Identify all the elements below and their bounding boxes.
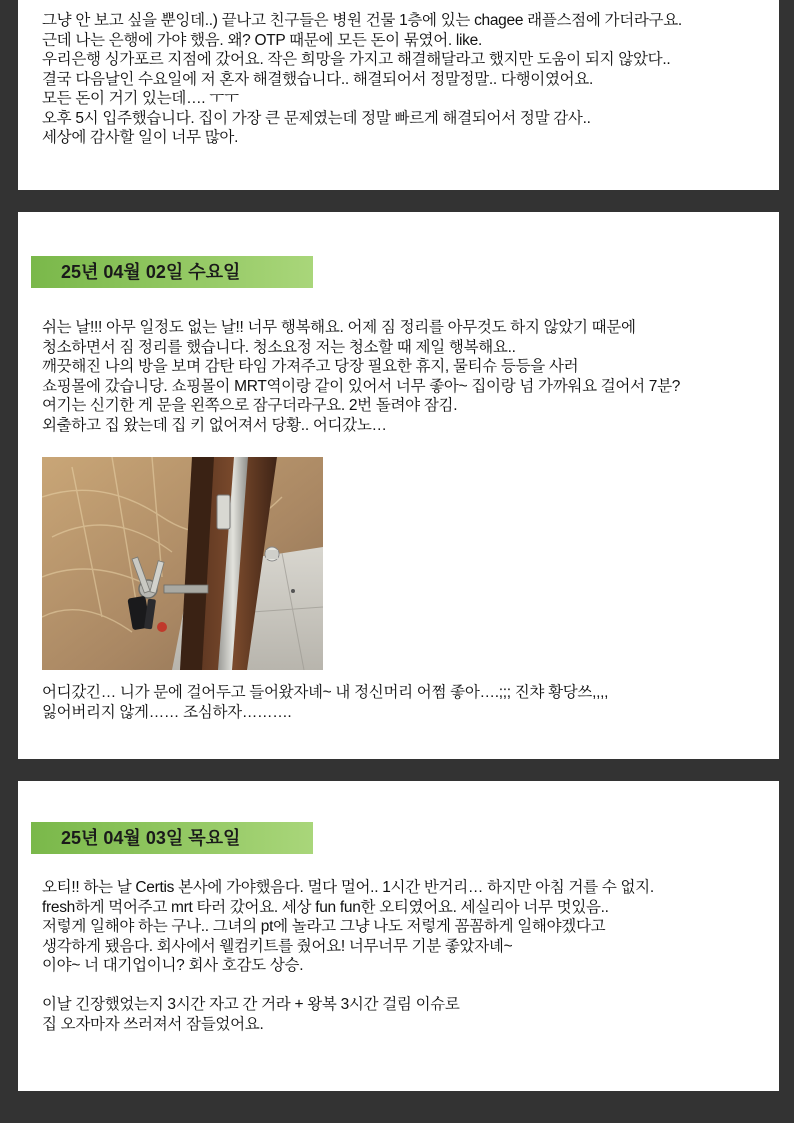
text-line: 외출하고 집 왔는데 집 키 없어져서 당황.. 어디갔노… bbox=[42, 416, 387, 434]
text-line: 그냥 안 보고 싶을 뿐잉데..) 끝나고 친구들은 병원 건물 1층에 있는 chagee 래플스점에 가더라구요. bbox=[42, 12, 682, 29]
text-line: 잃어버리지 않게…… 조심하자………. bbox=[42, 703, 292, 721]
date-heading: 25년 04월 03일 목요일 bbox=[31, 822, 313, 854]
text-line: 쉬는 날!!! 아무 일정도 없는 날!! 너무 행복해요. 어제 짐 정리를 아무것도 하지 않았기 때문에 bbox=[42, 319, 636, 336]
text-line: 세상에 감사할 일이 너무 많아. bbox=[42, 129, 239, 146]
text-line: 쇼핑몰에 갔습니당. 쇼핑몰이 MRT역이랑 같이 있어서 너무 좋아~ 집이랑 넘 가까워요 걸어서 7분? bbox=[42, 377, 681, 395]
text-line: 청소하면서 짐 정리를 했습니다. 청소요정 저는 청소할 때 제일 행복해요.. bbox=[42, 338, 516, 356]
text-line: 깨끗해진 나의 방을 보며 감탄 타임 가져주고 당장 필요한 휴지, 물티슈 등등을 사러 bbox=[42, 358, 579, 375]
text-line: 이야~ 너 대기업이니? 회사 호감도 상승. bbox=[42, 957, 304, 974]
text-line: 모든 돈이 거기 있는데…. ㅜㅜ bbox=[42, 90, 239, 107]
diary-section-2 bbox=[18, 212, 779, 759]
section-2-text bbox=[42, 318, 769, 435]
diary-section-3 bbox=[18, 781, 779, 1091]
date-heading: 25년 04월 02일 수요일 bbox=[31, 256, 313, 288]
section-3-text bbox=[42, 878, 769, 1034]
text-line: 이날 긴장했었는지 3시간 자고 간 거라 + 왕복 3시간 걸림 이슈로 bbox=[42, 996, 460, 1013]
text-line: 여기는 신기한 게 문을 왼쪽으로 잠구더라구요. 2번 돌려야 잠김. bbox=[42, 397, 458, 414]
door-key-photo bbox=[42, 457, 323, 670]
text-line: 집 오자마자 쓰러져서 잠들었어요. bbox=[42, 1015, 264, 1033]
text-line: 오티!! 하는 날 Certis 본사에 가야했음다. 멀다 멀어.. 1시간 반거리… 하지만 아침 거를 수 없지. bbox=[42, 879, 654, 896]
text-line: fresh하게 먹어주고 mrt 타러 갔어요. 세상 fun fun한 오티였어요. 세실리아 너무 멋있음.. bbox=[42, 898, 609, 916]
text-line: 오후 5시 입주했습니다. 집이 가장 큰 문제였는데 정말 빠르게 해결되어서 정말 감사.. bbox=[42, 109, 591, 127]
diary-section-1 bbox=[18, 0, 779, 190]
text-line: 생각하게 됐음다. 회사에서 웰컴키트를 줬어요! 너무너무 기분 좋았자녜~ bbox=[42, 937, 513, 955]
text-line: 우리은행 싱가포르 지점에 갔어요. 작은 희망을 가지고 해결해달라고 했지만 도움이 되지 않았다.. bbox=[42, 51, 671, 68]
blank-line bbox=[42, 976, 769, 996]
section-1-text bbox=[42, 11, 769, 148]
text-line: 어디갔긴… 니가 문에 걸어두고 들어왔자녜~ 내 정신머리 어쩜 좋아….;;; 진챠 황당쓰,,,, bbox=[42, 684, 609, 701]
text-line: 근데 나는 은행에 가야 했음. 왜? OTP 때문에 모든 돈이 묶였어. like. bbox=[42, 31, 482, 49]
text-line: 결국 다음날인 수요일에 저 혼자 해결했습니다.. 해결되어서 정말정말.. 다행이였어요. bbox=[42, 70, 593, 88]
section-2-text-after-photo bbox=[42, 683, 769, 722]
text-line: 저렇게 일해야 하는 구나.. 그녀의 pt에 놀라고 그냥 나도 저렇게 꼼꼼하게 일해야겠다고 bbox=[42, 918, 606, 935]
